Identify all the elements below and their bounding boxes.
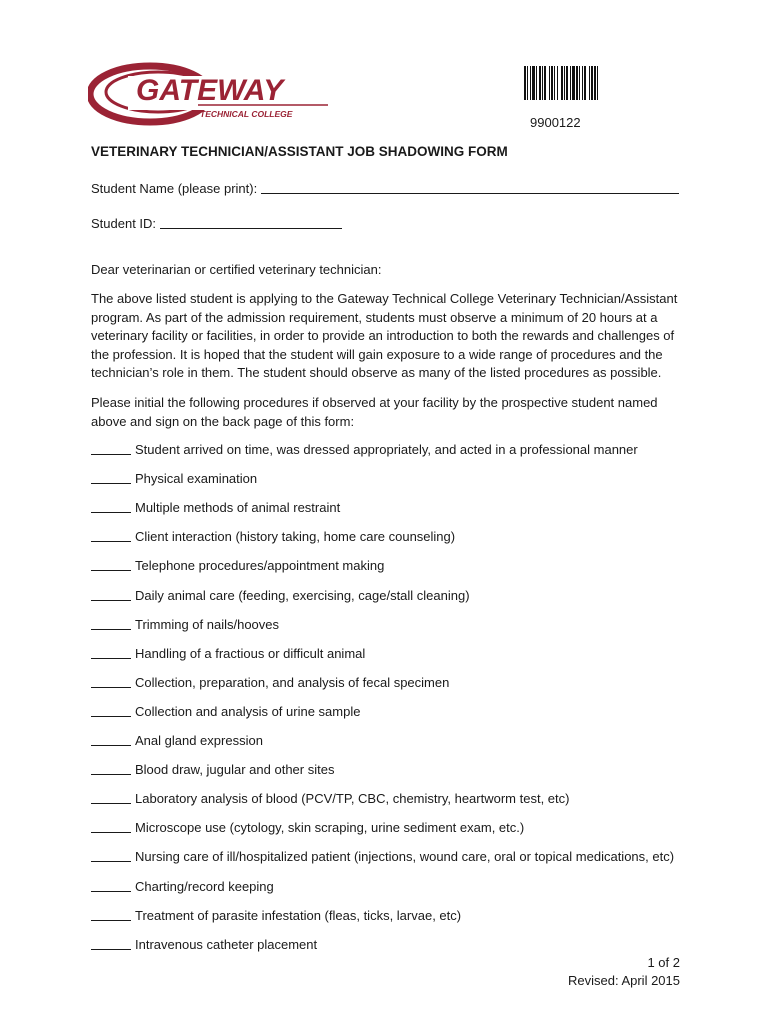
barcode-bar	[564, 66, 565, 100]
document-number: 9900122	[530, 115, 581, 130]
barcode-bar	[570, 66, 571, 100]
barcode-bar	[591, 66, 593, 100]
procedure-label: Multiple methods of animal restraint	[135, 500, 341, 516]
procedure-label: Physical examination	[135, 471, 258, 487]
barcode-bar	[524, 66, 526, 100]
procedure-item	[91, 937, 317, 952]
procedure-label: Microscope use (cytology, skin scraping, urine sediment exam, etc.)	[135, 820, 525, 836]
initials-field[interactable]	[91, 617, 131, 630]
barcode-bar	[572, 66, 575, 100]
student-name-label: Student Name (please print):	[91, 181, 258, 196]
procedure-label: Nursing care of ill/hospitalized patient (injections, wound care, oral or topical medications, etc)	[135, 849, 675, 865]
barcode-bar	[589, 66, 590, 100]
procedure-label: Blood draw, jugular and other sites	[135, 762, 335, 778]
procedure-label: Trimming of nails/hooves	[135, 616, 280, 632]
procedure-item	[91, 879, 274, 894]
barcode-bar	[554, 66, 555, 100]
procedure-label: Treatment of parasite infestation (fleas, ticks, larvae, etc)	[135, 907, 462, 923]
procedure-label: Client interaction (history taking, home care counseling)	[135, 529, 456, 545]
procedure-label: Collection and analysis of urine sample	[135, 703, 361, 719]
procedure-item	[91, 820, 524, 835]
revision-date: Revised: April 2015	[567, 973, 680, 988]
initials-field[interactable]	[91, 908, 131, 921]
initials-field[interactable]	[91, 849, 131, 862]
procedure-label: Intravenous catheter placement	[135, 936, 318, 952]
procedure-label: Student arrived on time, was dressed appropriately, and acted in a professional manner	[135, 442, 638, 457]
barcode-bar	[557, 66, 558, 100]
greeting: Dear veterinarian or certified veterinary technician:	[91, 262, 382, 277]
initials-field[interactable]	[91, 791, 131, 804]
barcode-bar	[576, 66, 578, 100]
barcode-bar	[527, 66, 528, 100]
instructions-paragraph: Please initial the following procedures if observed at your facility by the prospective student named above and sign on the back page of this form:	[91, 395, 658, 429]
barcode-bar	[544, 66, 546, 100]
procedure-item	[91, 704, 360, 719]
page-number: 1 of 2	[647, 955, 680, 970]
procedure-item	[91, 442, 638, 457]
form-title: VETERINARY TECHNICIAN/ASSISTANT JOB SHADOWING FORM	[91, 144, 508, 159]
procedure-item	[91, 675, 449, 690]
procedure-item	[91, 762, 334, 777]
procedure-item	[91, 588, 470, 603]
initials-field[interactable]	[91, 733, 131, 746]
student-id-label: Student ID:	[91, 216, 157, 231]
student-name-field[interactable]	[261, 181, 679, 194]
barcode-bar	[594, 66, 596, 100]
barcode-bar	[549, 66, 550, 100]
barcode-bar	[579, 66, 580, 100]
logo-text: GATEWAY	[136, 74, 284, 107]
gateway-logo	[88, 62, 333, 128]
procedure-label: Laboratory analysis of blood (PCV/TP, CBC, chemistry, heartworm test, etc)	[135, 791, 570, 807]
procedure-item	[91, 500, 340, 515]
initials-field[interactable]	[91, 529, 131, 542]
barcode-bar	[566, 66, 568, 100]
procedure-item	[91, 558, 384, 573]
barcode-bar	[530, 66, 531, 100]
procedure-item	[91, 908, 461, 923]
initials-field[interactable]	[91, 588, 131, 601]
student-id-field[interactable]	[160, 216, 342, 229]
student-name-row	[91, 181, 679, 196]
procedure-label: Daily animal care (feeding, exercising, cage/stall cleaning)	[135, 587, 470, 603]
procedure-label: Anal gland expression	[135, 733, 263, 748]
procedure-item	[91, 646, 365, 661]
procedure-label: Collection, preparation, and analysis of fecal specimen	[135, 674, 450, 690]
procedure-item	[91, 471, 257, 486]
barcode-bar	[582, 66, 583, 100]
procedure-item	[91, 617, 279, 632]
procedure-item	[91, 529, 455, 544]
barcode-bar	[536, 66, 537, 100]
initials-field[interactable]	[91, 558, 131, 571]
initials-field[interactable]	[91, 820, 131, 833]
procedure-label: Telephone procedures/appointment making	[135, 558, 385, 574]
initials-field[interactable]	[91, 762, 131, 775]
barcode-bar	[551, 66, 553, 100]
initials-field[interactable]	[91, 704, 131, 717]
initials-field[interactable]	[91, 937, 131, 950]
initials-field[interactable]	[91, 471, 131, 484]
barcode	[524, 66, 664, 102]
procedure-item	[91, 733, 263, 748]
initials-field[interactable]	[91, 675, 131, 688]
initials-field[interactable]	[91, 879, 131, 892]
procedure-label: Charting/record keeping	[135, 878, 274, 894]
initials-field[interactable]	[91, 500, 131, 513]
barcode-bar	[542, 66, 543, 100]
student-id-row	[91, 216, 342, 231]
barcode-bar	[532, 66, 535, 100]
barcode-bar	[584, 66, 586, 100]
initials-field[interactable]	[91, 646, 131, 659]
barcode-bar	[597, 66, 598, 100]
intro-paragraph: The above listed student is applying to the Gateway Technical College Veterinary Technician/Assistant program. As part of the admission requirement, students must observe a minimum of 20 hours at a veterinary facility or facilities, in order to provide an introduction to both the rewards and challenges of the profession. It is hoped that the student will gain exposure to a wide range of procedures and the technician’s role in them. The student should observe as many of the listed procedures as possible.	[91, 291, 678, 380]
barcode-bar	[539, 66, 541, 100]
procedure-item	[91, 791, 569, 806]
initials-field[interactable]	[91, 442, 131, 455]
procedure-item	[91, 849, 674, 864]
logo-subtext: TECHNICAL COLLEGE	[200, 109, 293, 119]
procedure-label: Handling of a fractious or difficult animal	[135, 645, 366, 661]
barcode-bar	[561, 66, 563, 100]
